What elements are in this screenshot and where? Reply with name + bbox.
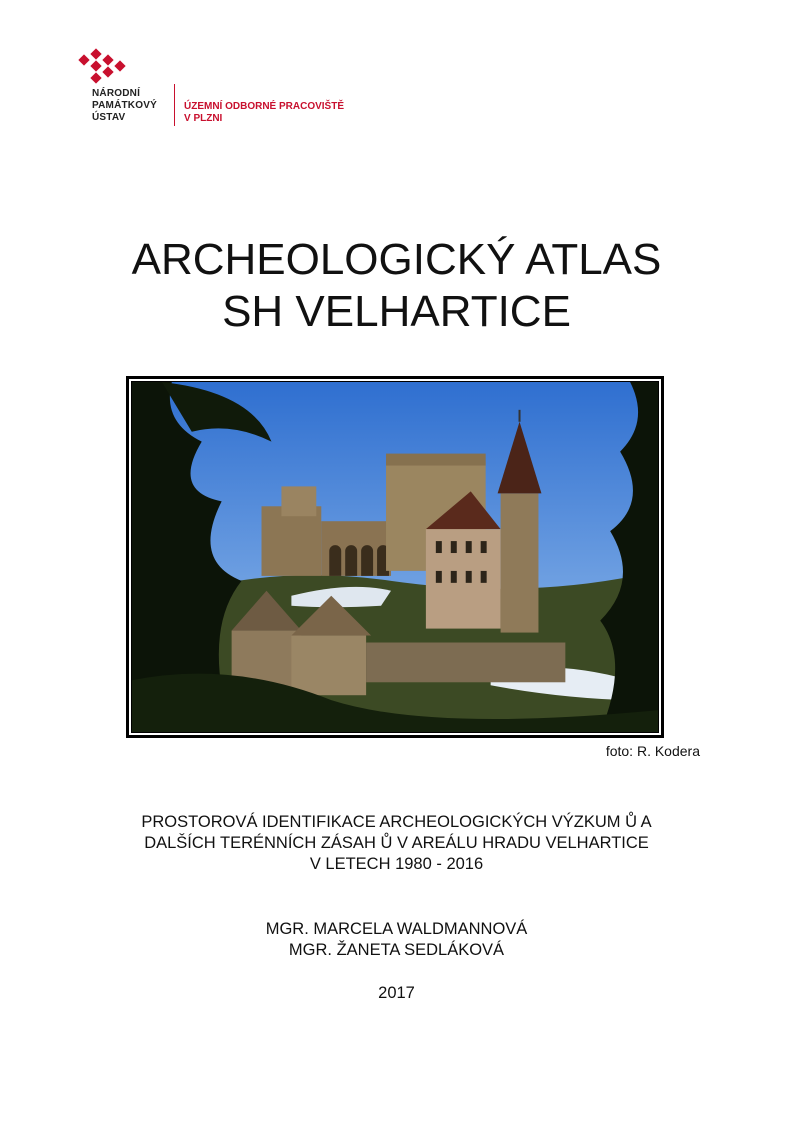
- institution-logo: [78, 48, 378, 128]
- logo-right-line: ÚZEMNÍ ODBORNÉ PRACOVIŠTĚ: [184, 101, 345, 112]
- logo-left-line: NÁRODNÍ: [92, 88, 141, 99]
- author-name: MGR. MARCELA WALDMANNOVÁ: [265, 920, 528, 938]
- photo-credit: foto: R. Kodera: [605, 743, 700, 759]
- subtitle-line-1: PROSTOROVÁ IDENTIFIKACE ARCHEOLOGICKÝCH VÝZKUM Ů A: [141, 813, 652, 831]
- document-title: [0, 234, 793, 338]
- castle-photo: [131, 381, 659, 733]
- logo-institution-name: [92, 88, 157, 124]
- publication-year: 2017: [378, 984, 415, 1002]
- title-line-2: SH VELHARTICE: [222, 287, 571, 336]
- author-name: MGR. ŽANETA SEDLÁKOVÁ: [288, 941, 505, 959]
- logo-left-line: PAMÁTKOVÝ: [92, 100, 157, 111]
- logo-right-line: V PLZNI: [184, 113, 223, 124]
- castle-photo-illustration: [132, 382, 658, 732]
- authors-list: [0, 919, 793, 961]
- document-subtitle: [0, 812, 793, 875]
- title-line-1: ARCHEOLOGICKÝ ATLAS: [131, 235, 662, 284]
- npu-logo-mark-icon: [78, 48, 134, 84]
- subtitle-line-3: V LETECH 1980 - 2016: [309, 855, 484, 873]
- castle-photo-frame: [126, 376, 664, 738]
- logo-left-line: ÚSTAV: [92, 112, 126, 123]
- logo-department-name: [184, 101, 344, 125]
- logo-divider: [174, 84, 175, 126]
- subtitle-line-2: DALŠÍCH TERÉNNÍCH ZÁSAH Ů V AREÁLU HRADU VELHARTICE: [144, 834, 649, 852]
